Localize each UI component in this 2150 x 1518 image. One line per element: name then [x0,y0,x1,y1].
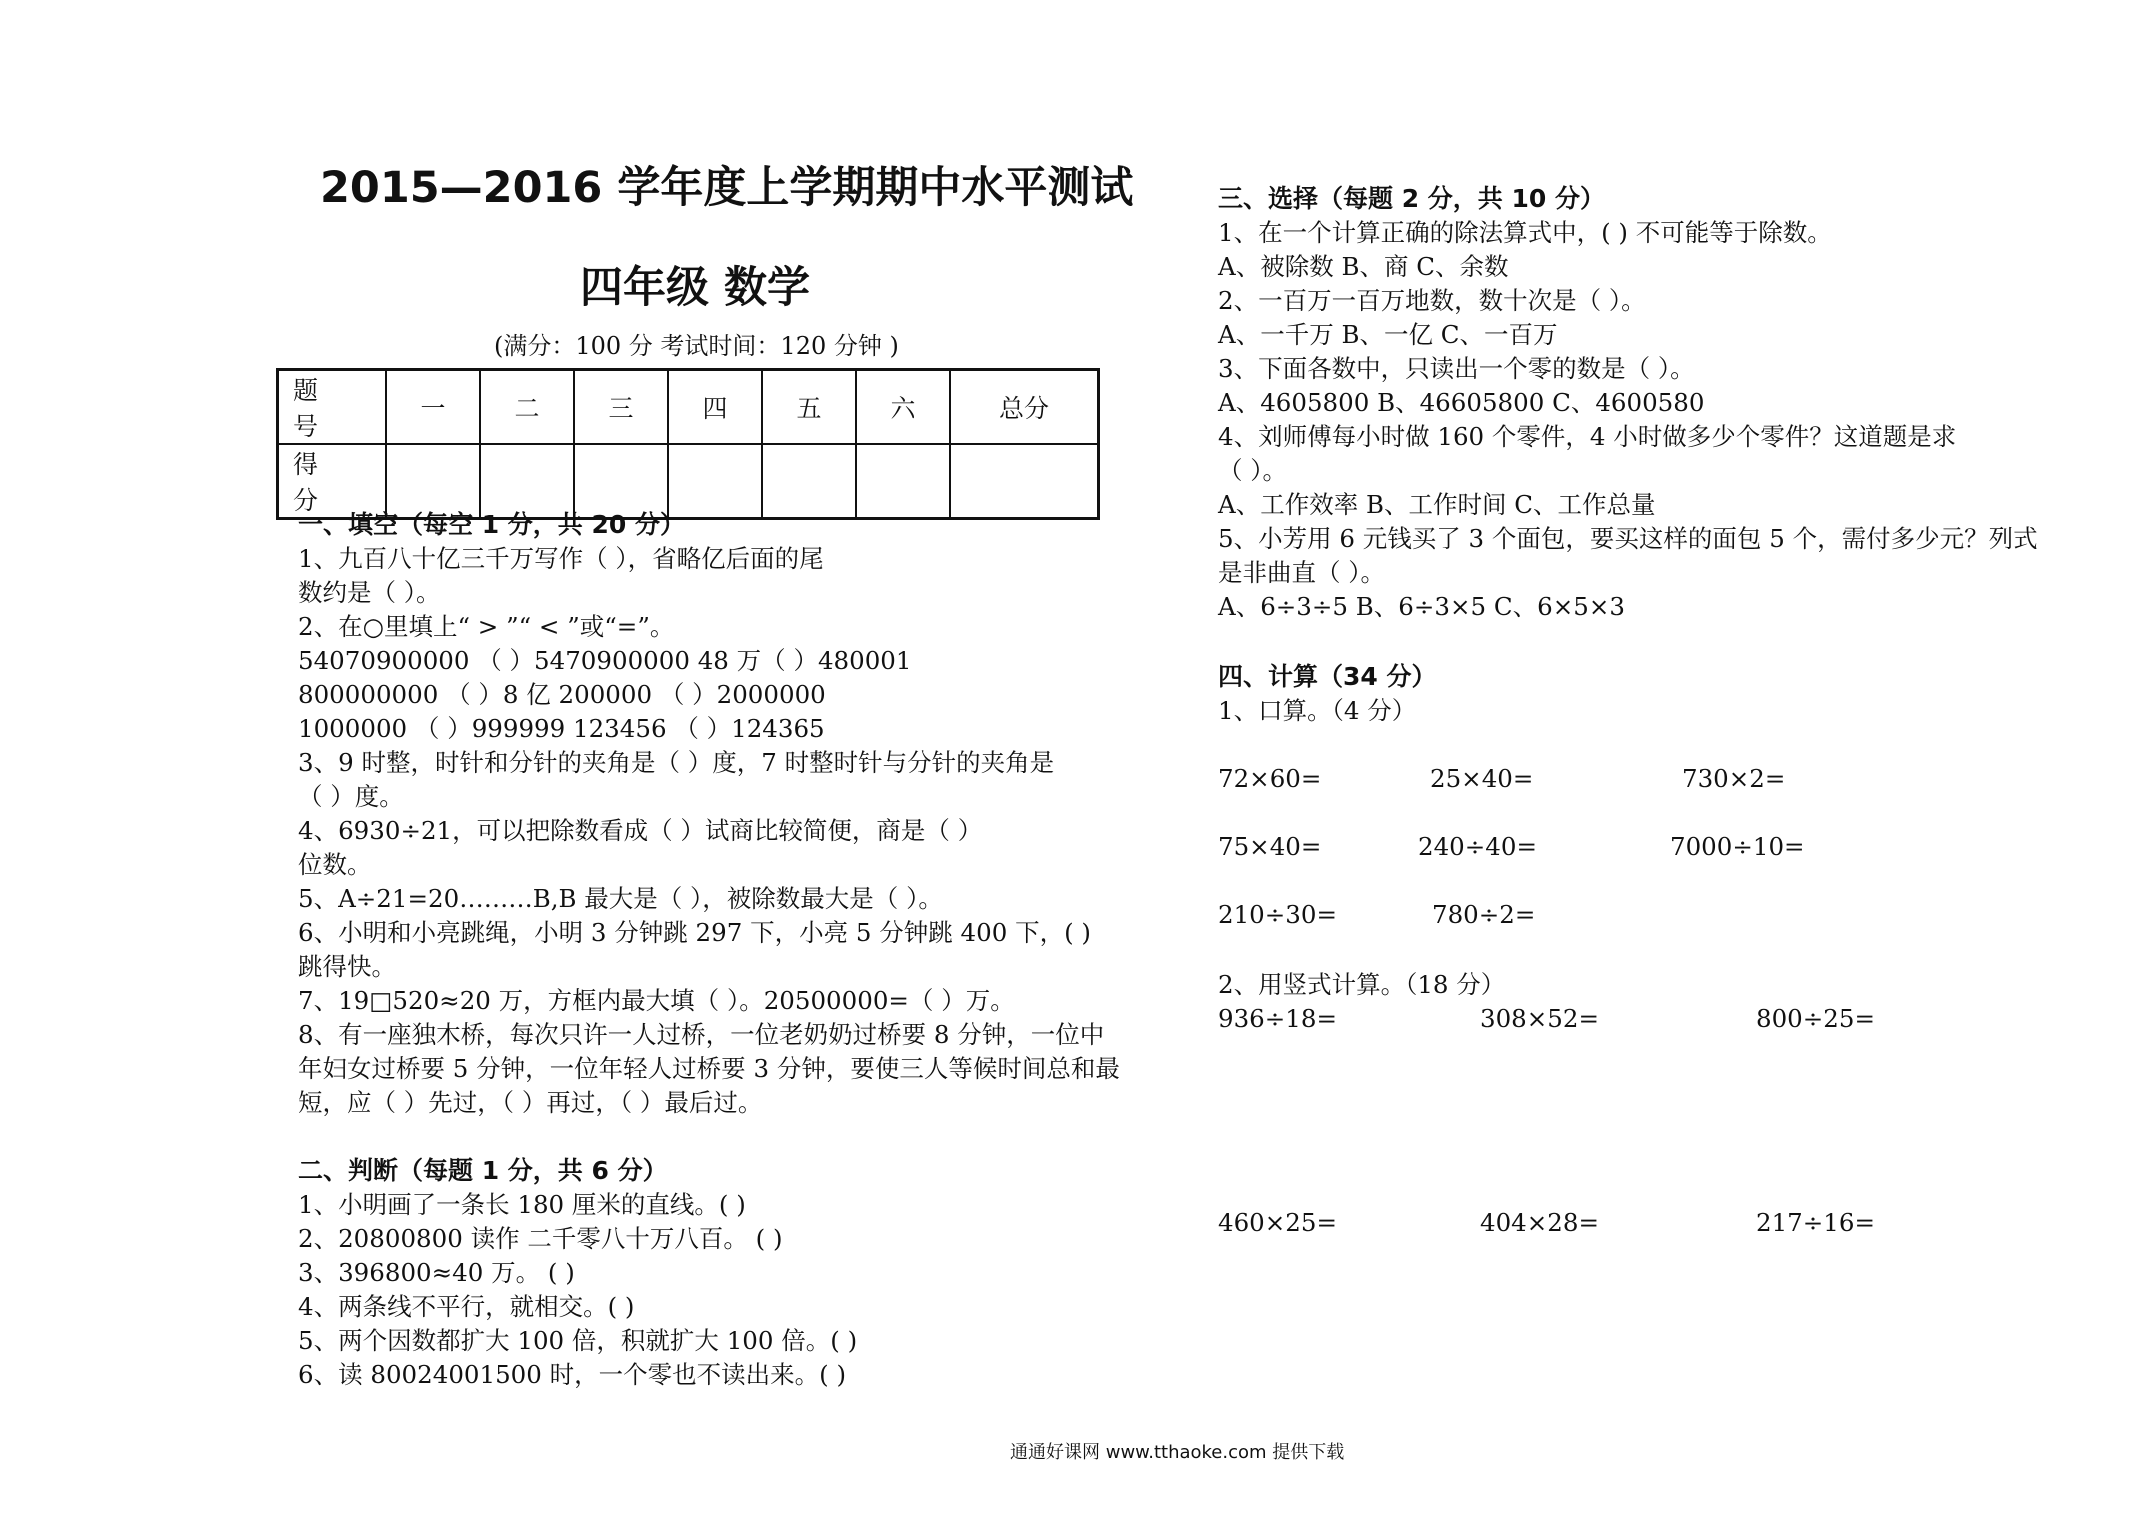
vertical-problem: 800÷25= [1756,1004,1875,1033]
fill-line: 跳得快。 [298,952,396,981]
exam-meta: (满分：100 分 考试时间：120 分钟 ) [494,332,899,360]
fill-line: 8、有一座独木桥，每次只许一人过桥，一位老奶奶过桥要 8 分钟，一位中 [298,1020,1105,1049]
score-cell: 四 [668,370,762,445]
score-cell: 五 [762,370,856,445]
fill-line: 短，应（ ）先过，（ ）再过，（ ）最后过。 [298,1088,763,1117]
score-cell: 题 号 [278,370,387,445]
vertical-problem: 217÷16= [1756,1208,1875,1237]
fill-line: 4、6930÷21，可以把除数看成（ ）试商比较简便，商是（ ） [298,816,983,845]
score-table [276,368,1100,520]
score-cell: 二 [480,370,574,445]
vertical-problem: 308×52= [1480,1004,1599,1033]
oral-problem: 240÷40= [1418,832,1537,861]
score-cell: 六 [856,370,950,445]
judge-line: 5、两个因数都扩大 100 倍，积就扩大 100 倍。( ) [298,1326,858,1355]
judge-line: 1、小明画了一条长 180 厘米的直线。( ) [298,1190,746,1219]
fill-line: 3、9 时整，时针和分针的夹角是（ ）度，7 时整时针与分针的夹角是 [298,748,1055,777]
choice-line: A、工作效率 B、工作时间 C、工作总量 [1218,490,1656,519]
oral-calc-label: 1、口算。（4 分） [1218,696,1417,725]
fill-line: （ ）度。 [298,782,404,811]
fill-line: 1000000 （ ）999999 123456 （ ）124365 [298,714,825,743]
choice-line: 是非曲直（ ）。 [1218,558,1386,587]
section-calc-title: 四、计算（34 分） [1218,662,1437,691]
score-cell [762,444,856,519]
oral-problem: 210÷30= [1218,900,1337,929]
fill-line: 年妇女过桥要 5 分钟，一位年轻人过桥要 3 分钟，要使三人等候时间总和最 [298,1054,1120,1083]
score-cell: 总分 [950,370,1099,445]
score-cell: 得 分 [278,444,387,519]
score-cell [950,444,1099,519]
choice-line: A、6÷3÷5 B、6÷3×5 C、6×5×3 [1218,592,1625,621]
vertical-calc-label: 2、用竖式计算。（18 分） [1218,970,1506,999]
vertical-problem: 404×28= [1480,1208,1599,1237]
fill-line: 数约是（ ）。 [298,578,441,607]
oral-problem: 72×60= [1218,764,1322,793]
choice-line: A、被除数 B、商 C、余数 [1218,252,1509,281]
judge-line: 3、396800≈40 万。 ( ) [298,1258,575,1287]
fill-line: 6、小明和小亮跳绳，小明 3 分钟跳 297 下，小亮 5 分钟跳 400 下，( ) [298,918,1091,947]
score-cell: 三 [574,370,668,445]
judge-line: 6、读 80024001500 时，一个零也不读出来。( ) [298,1360,847,1389]
fill-line: 位数。 [298,850,372,879]
oral-problem: 75×40= [1218,832,1322,861]
fill-line: 5、A÷21=20………B,B 最大是（ ），被除数最大是（ ）。 [298,884,943,913]
fill-line: 2、在○里填上“ > ”“ < ”或“=”。 [298,612,675,641]
judge-line: 4、两条线不平行，就相交。( ) [298,1292,635,1321]
oral-problem: 780÷2= [1432,900,1536,929]
fill-line: 1、九百八十亿三千万写作（ ），省略亿后面的尾 [298,544,824,573]
choice-line: 3、下面各数中，只读出一个零的数是（ ）。 [1218,354,1695,383]
section-judge-title: 二、判断（每题 1 分，共 6 分） [298,1156,668,1185]
section-fill-title: 一、填空（每空 1 分，共 20 分） [298,510,686,539]
choice-line: 4、刘师傅每小时做 160 个零件，4 小时做多少个零件？这道题是求 [1218,422,1957,451]
fill-line: 800000000 （ ）8 亿 200000 （ ）2000000 [298,680,826,709]
choice-line: 5、小芳用 6 元钱买了 3 个面包，要买这样的面包 5 个，需付多少元？列式 [1218,524,2038,553]
judge-line: 2、20800800 读作 二千零八十万八百。 ( ) [298,1224,783,1253]
fill-line: 7、19□520≈20 万，方框内最大填（ ）。20500000=（ ）万。 [298,986,1015,1015]
oral-problem: 730×2= [1682,764,1786,793]
page-title: 2015—2016 学年度上学期期中水平测试 [320,163,1134,213]
page-subtitle: 四年级 数学 [580,263,810,313]
score-table-header-row [278,370,1099,445]
score-cell [856,444,950,519]
vertical-problem: 936÷18= [1218,1004,1337,1033]
footer-source: 通通好课网 www.tthaoke.com 提供下载 [1010,1442,1345,1463]
fill-line: 54070900000 （ ）5470900000 48 万（ ）480001 [298,646,912,675]
oral-problem: 25×40= [1430,764,1534,793]
section-choice-title: 三、选择（每题 2 分，共 10 分） [1218,184,1606,213]
choice-line: 2、一百万一百万地数，数十次是（ ）。 [1218,286,1646,315]
choice-line: 1、在一个计算正确的除法算式中，( ) 不可能等于除数。 [1218,218,1832,247]
vertical-problem: 460×25= [1218,1208,1337,1237]
score-cell: 一 [386,370,480,445]
oral-problem: 7000÷10= [1670,832,1805,861]
choice-line: A、一千万 B、一亿 C、一百万 [1218,320,1558,349]
choice-line: A、4605800 B、46605800 C、4600580 [1218,388,1705,417]
choice-line: （ ）。 [1218,456,1288,485]
